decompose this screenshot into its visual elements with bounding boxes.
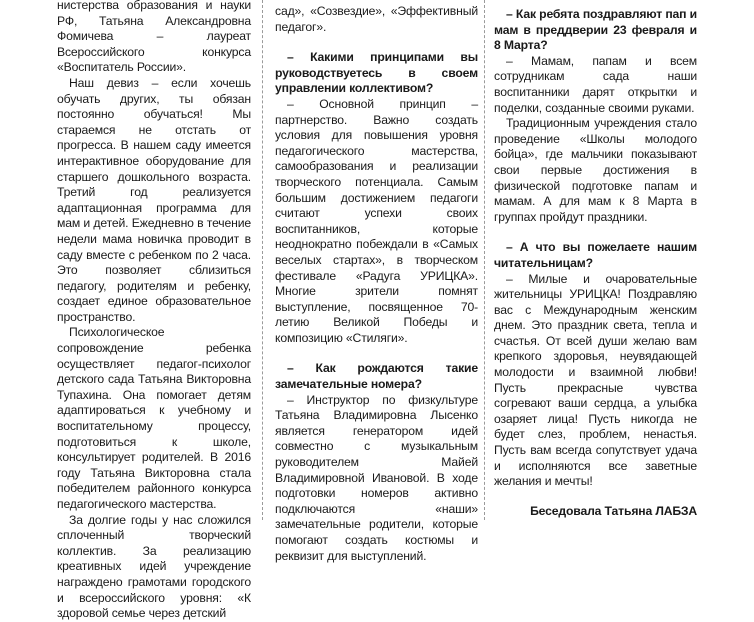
interview-question: – Какими принципами вы руководствуетесь в своем управлении коллективом? bbox=[275, 50, 478, 96]
interview-question: – Как ребята поздравляют пап и мам в преддверии 23 февраля и 8 Марта? bbox=[494, 7, 697, 53]
paragraph: Наш девиз – если хочешь обучать других, ты обязан постоянно обучаться! Мы стараемся не отстать от прогресса. В нашем саду имеется интерактивное оборудование для старшего дошкольного возраста. Третий год реализуется адаптационная программа для мам и детей. Ежедневно в течение недели мама новичка проводит в саду вместе с ребенком по 2 часа. Это позволяет сблизиться педагогу, родителям и ребенку, создает единое образовательное пространство. bbox=[57, 75, 251, 324]
interview-question: – Как рождаются такие замечательные номера? bbox=[275, 361, 478, 392]
paragraph: Традиционным учреждения стало проведение «Школы молодого бойца», где мальчики показывают свои первые достижения в физической подготовке папам и мамам. А для мам к 8 Марта в группах пройдут праздники. bbox=[494, 116, 697, 224]
column-divider bbox=[262, 0, 264, 520]
paragraph: нистерства образования и науки РФ, Татьяна Александровна Фомичева – лауреат Всероссийского конкурса «Воспитатель России». bbox=[57, 0, 251, 75]
paragraph: сад», «Созвездие», «Эффективный педагог». bbox=[275, 4, 478, 34]
paragraph: За долгие годы у нас сложился сплоченный творческий коллектив. За реализацию креативных идей учреждение награждено грамотами городского и всероссийского уровня: «К здоровой семье через детский bbox=[57, 512, 251, 621]
article-column-1 bbox=[57, 0, 251, 621]
interview-question: – А что вы пожелаете нашим читательницам? bbox=[494, 240, 697, 270]
article-column-2 bbox=[275, 4, 478, 570]
paragraph: Психологическое сопровождение ребенка осуществляет педагог-психолог детского сада Татьяна Викторовна Тупахина. Она помогает детям адаптироваться к учебному и воспитательному процессу, подготовиться к школе, консультирует родителей. В 2016 году Татьяна Викторовна стала победителем районного конкурса педагогического мастерства. bbox=[57, 325, 251, 511]
interview-answer: – Милые и очаровательные жительницы УРИЦКА! Поздравляю вас с Международным женским днем. Это праздник света, тепла и счастья. От всей души желаю вам крепкого здоровья, неувядающей молодости и взаимной любви! Пусть прекрасные чувства согревают ваши сердца, а улыбка озаряет лица! Пусть никогда не будет слез, проблем, ненастья. Пусть вам всегда сопутствует удача и исполняются все заветные желания и мечты! bbox=[494, 271, 697, 489]
article-column-3 bbox=[494, 7, 697, 573]
interview-answer: – Основной принцип – партнерство. Важно создать условия для повышения уровня педагогического мастерства, самообразования и реализации творческого потенциала. Самым большим достижением педагоги считают успехи своих воспитанников, которые неоднократно побеждали в «Самых веселых стартах», в творческом фестивале «Радуга УРИЦКА». Многие зрители помнят выступление, посвященное 70-летию Великой Победы и композицию «Стиляги». bbox=[275, 96, 478, 345]
interview-answer: – Инструктор по физкультуре Татьяна Владимировна Лысенко является генератором идей совместно с музыкальным руководителем Майей Владимировной Ивановой. В ходе подготовки номеров активно подключаются «наши» замечательные родители, которые помогают создать костюмы и реквизит для выступлений. bbox=[275, 392, 478, 563]
author-signature: Беседовала Татьяна ЛАБЗА bbox=[530, 503, 697, 518]
interview-answer: – Мамам, папам и всем сотрудникам сада наши воспитанники дарят открытки и поделки, созданные своими руками. bbox=[494, 53, 697, 115]
column-divider bbox=[484, 0, 486, 520]
